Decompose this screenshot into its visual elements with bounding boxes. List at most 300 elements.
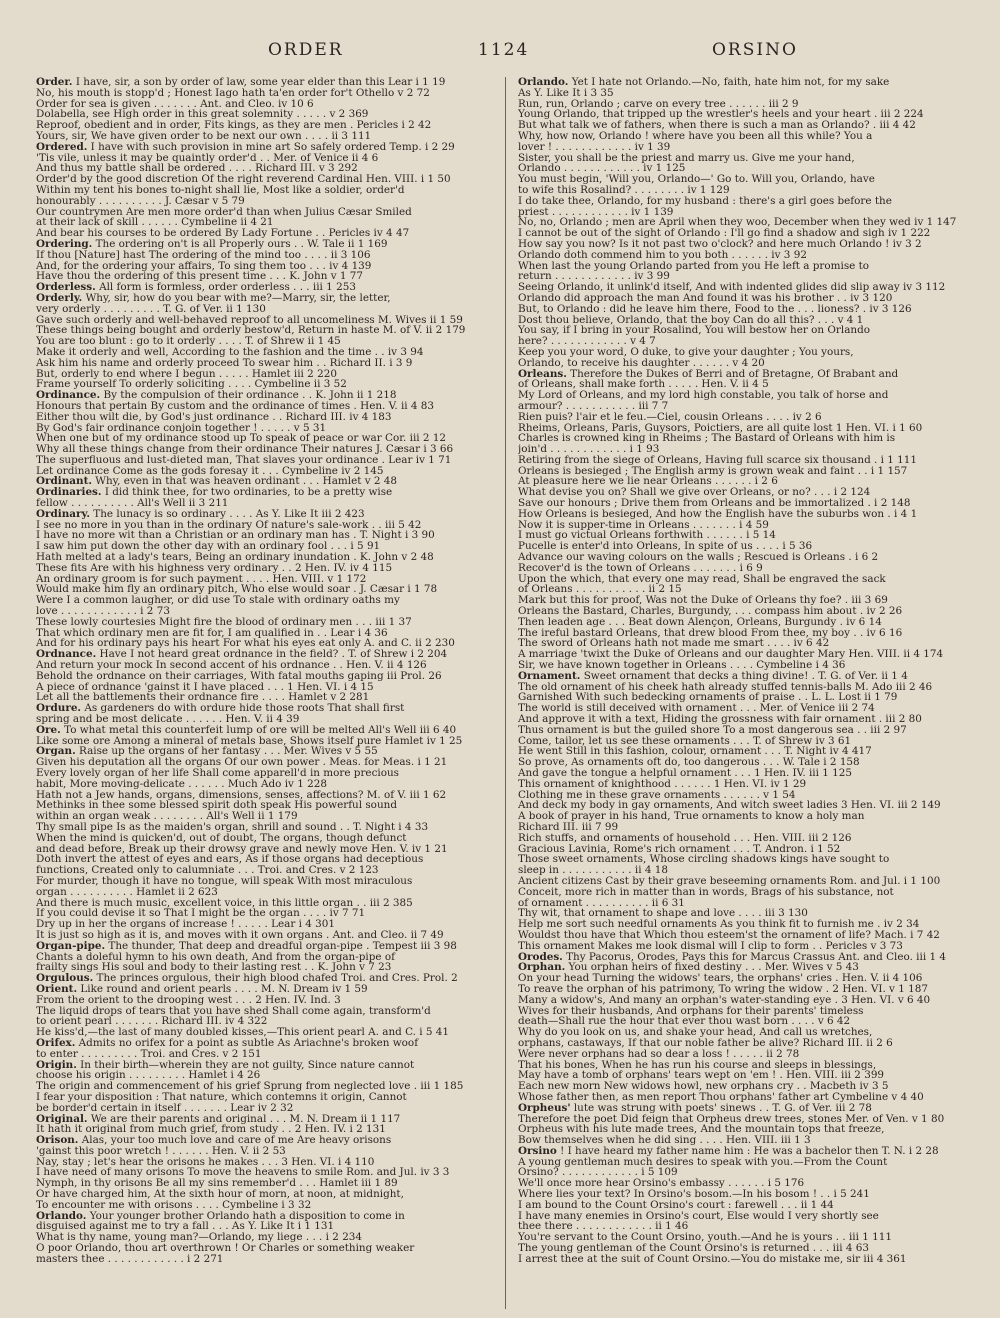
citation-text: How Orleans is besieged, And how the English have the suburbs won . i 4 1	[518, 508, 918, 520]
citation-text: And bear his courses to be ordered By Lady Fortune . . Pericles iv 4 47	[36, 228, 410, 239]
entry-line	[36, 498, 506, 509]
entry-line	[518, 293, 988, 304]
entry-line	[36, 844, 506, 855]
citation-text: Rien puis? l'air et le feu.—Ciel, cousin Orleans . . . . iv 2 6	[518, 411, 822, 423]
headword: Orlando.	[36, 1210, 87, 1222]
citation-text: By the compulsion of their ordinance . . K. John ii 1 218	[100, 390, 397, 401]
entry-line	[36, 185, 506, 196]
citation-text: Dry up in her the organs of increase ! . . . . . Lear i 4 301	[36, 919, 335, 930]
citation-text: Those sweet ornaments, Whose circling shadows kings have sought to	[518, 854, 890, 866]
citation-text: The ordering on't is all Properly ours . . W. Tale ii 1 169	[92, 238, 388, 250]
entry-line	[36, 790, 506, 801]
entry-headword-line	[36, 1038, 506, 1049]
entry-headword-line	[518, 1103, 988, 1114]
headword: Ordered.	[36, 141, 88, 153]
entry-line	[518, 1016, 988, 1027]
entry-line	[518, 1232, 988, 1243]
entry-line	[518, 811, 988, 822]
entry-headword-line	[36, 703, 506, 714]
entry-line	[518, 941, 988, 952]
citation-text: priest . . . . . . . . . . . . iv 1 139	[518, 206, 674, 218]
citation-text: Sweet ornament that decks a thing divine! . T. G. of Ver. ii 1 4	[580, 670, 908, 682]
citation-text: It hath it original from much grief, from study . . 2 Hen. IV. i 2 131	[36, 1124, 386, 1136]
column-divider	[505, 77, 506, 1309]
citation-text: And for his ordinary pays his heart For what his eyes eat only A. and C. ii 2 230	[36, 638, 455, 650]
citation-text: Orlando doth commend him to you both . . . . . . iv 3 92	[518, 249, 807, 261]
citation-text: At pleasure here we lie near Orleans . . . . . . i 2 6	[518, 476, 778, 488]
citation-text: The origin and commencement of his grief Sprung from neglected love . iii 1 185	[36, 1081, 464, 1092]
citation-text: honourably . . . . . . . . . . J. Cæsar v 5 79	[36, 195, 245, 207]
entry-line	[36, 401, 506, 412]
entry-line	[518, 552, 988, 563]
citation-text: The thunder, That deep and dreadful organ-pipe . Tempest iii 3 98	[105, 940, 457, 952]
citation-text: And, for the ordering your affairs, To sing them too . . . iv 4 139	[36, 260, 372, 272]
entry-line	[518, 239, 988, 250]
citation-text: frailty sings His soul and body to their lasting rest . . K. John v 7 23	[36, 962, 392, 974]
entry-line	[518, 1038, 988, 1049]
entry-line	[36, 898, 506, 909]
entry-line	[518, 800, 988, 811]
citation-text: Would make him fly an ordinary pitch, Who else would soar . J. Cæsar i 1 78	[36, 584, 438, 596]
citation-text: The liquid drops of tears that you have shed Shall come again, transform'd	[36, 1005, 431, 1017]
headword: Ordinary.	[36, 508, 90, 520]
citation-text: You orphan heirs of fixed destiny . . . Mer. Wives v 5 43	[565, 962, 859, 974]
left-column	[36, 77, 506, 1265]
entry-line	[518, 185, 988, 196]
entry-line	[36, 455, 506, 466]
entry-line	[518, 865, 988, 876]
entry-line	[36, 423, 506, 434]
entry-line	[36, 109, 506, 120]
entry-line	[518, 131, 988, 142]
entry-line	[36, 325, 506, 336]
entry-line	[518, 887, 988, 898]
citation-text: And thus my battle shall be ordered . . . . Richard III. v 3 292	[36, 163, 358, 175]
entry-line	[518, 487, 988, 498]
entry-line	[36, 682, 506, 693]
entry-line	[36, 995, 506, 1006]
citation-text: Where lies your text? In Orsino's bosom.—In his bosom ! . . i 5 241	[518, 1189, 870, 1200]
entry-line	[518, 638, 988, 649]
entry-line	[518, 714, 988, 725]
headword: Organ-pipe.	[36, 940, 106, 952]
headword: Ore.	[36, 724, 61, 736]
citation-text: We'll once more hear Orsino's embassy . . . . . . i 5 176	[518, 1178, 805, 1190]
citation-text: Ask him his name and orderly proceed To swear him . . Richard II. i 3 9	[36, 357, 413, 369]
entry-line	[518, 207, 988, 218]
entry-line	[518, 898, 988, 909]
citation-text: 'gainst this poor wretch ! . . . . . . Hen. V. ii 2 53	[36, 1145, 286, 1157]
entry-line	[36, 574, 506, 585]
entry-line	[518, 530, 988, 541]
citation-text: Therefore the Dukes of Berri and of Bretagne, Of Brabant and	[566, 368, 899, 380]
citation-text: Orleans the Bastard, Charles, Burgundy, . . . compass him about . iv 2 26	[518, 606, 903, 617]
citation-text: O poor Orlando, thou art overthrown ! Or Charles or something weaker	[36, 1243, 415, 1254]
citation-text: I do take thee, Orlando, for my husband : there's a girl goes before the	[518, 195, 892, 207]
entry-line	[518, 325, 988, 336]
entry-line	[518, 261, 988, 272]
entry-headword-line	[36, 476, 506, 487]
citation-text: I have, sir, a son by order of law, some year elder than this Lear i 1 19	[72, 77, 446, 88]
citation-text: That his bones, When he has run his course and sleeps in blessings,	[518, 1059, 877, 1071]
citation-text: very orderly . . . . . . . . . T. G. of Ver. ii 1 130	[36, 303, 266, 315]
entry-line	[518, 973, 988, 984]
citation-text: Many a widow's, And many an orphan's water-standing eye . 3 Hen. VI. v 6 40	[518, 994, 931, 1006]
citation-text: I see no more in you than in the ordinary Of nature's sale-work . . iii 5 42	[36, 519, 422, 531]
entry-line	[518, 757, 988, 768]
entry-line	[36, 433, 506, 444]
citation-text: For murder, though it have no tongue, will speak With most miraculous	[36, 875, 413, 887]
citation-text: This ornament Makes me look dismal will I clip to form . . Pericles v 3 73	[518, 940, 903, 952]
citation-text: You say, if I bring in your Rosalind, You will bestow her on Orlando	[518, 325, 871, 337]
entry-line	[518, 444, 988, 455]
citation-text: join'd . . . . . . . . . . . . i 1 93	[518, 444, 660, 455]
entry-line	[36, 1146, 506, 1157]
entry-line	[36, 952, 506, 963]
entry-line	[518, 1124, 988, 1135]
citation-text: to enter . . . . . . . . . Troi. and Cres. v 2 151	[36, 1048, 262, 1060]
citation-text: When the mind is quicken'd, out of doubt, The organs, though defunct	[36, 832, 407, 844]
citation-text: Order'd by the good discretion Of the right reverend Cardinal Hen. VIII. i 1 50	[36, 174, 451, 185]
citation-text: If thou [Nature] hast The ordering of the mind too . . . . ii 3 106	[36, 249, 371, 261]
entry-headword-line	[36, 77, 506, 88]
entry-line	[518, 304, 988, 315]
entry-line	[36, 520, 506, 531]
citation-text: From the orient to the drooping west . . . 2 Hen. IV. Ind. 3	[36, 994, 341, 1006]
entry-line	[518, 228, 988, 239]
entry-headword-line	[36, 239, 506, 250]
entry-line	[36, 271, 506, 282]
citation-text: functions, Created only to calumniate . . . Troi. and Cres. v 2 123	[36, 865, 379, 876]
citation-text: and dead before, Break up their drowsy grave and newly move Hen. V. iv 1 21	[36, 843, 448, 855]
entry-line	[36, 811, 506, 822]
entry-line	[36, 606, 506, 617]
citation-text: The world is still deceived with ornament . . . Mer. of Venice iii 2 74	[518, 703, 875, 715]
citation-text: My Lord of Orleans, and my lord high constable, you talk of horse and	[518, 390, 889, 401]
headword: Orison.	[36, 1135, 79, 1146]
citation-text: By God's fair ordinance conjoin together ! . . . . . v 5 31	[36, 422, 327, 434]
entry-line	[36, 768, 506, 779]
citation-text: Clothing me in these grave ornaments . . . . . . v 1 54	[518, 789, 796, 801]
citation-text: In their birth—wherein they are not guilty, Since nature cannot	[76, 1059, 415, 1071]
entry-headword-line	[518, 671, 988, 682]
citation-text: Methinks in thee some blessed spirit doth speak His powerful sound	[36, 800, 397, 812]
entry-line	[518, 822, 988, 833]
entry-line	[36, 1167, 506, 1178]
citation-text: I have need of many orisons To move the heavens to smile Rom. and Jul. iv 3 3	[36, 1167, 450, 1179]
entry-line	[36, 617, 506, 628]
entry-line	[36, 1049, 506, 1060]
citation-text: Were never orphans had so dear a loss ! . . . . . ii 2 78	[518, 1048, 800, 1060]
citation-text: Bow themselves when he did sing . . . . Hen. VIII. iii 1 3	[518, 1135, 811, 1146]
citation-text: Rich stuffs, and ornaments of household . . . Hen. VIII. iii 2 126	[518, 832, 852, 844]
citation-text: I am bound to the Count Orsino's court : farewell . . . ii 1 44	[518, 1199, 834, 1211]
citation-text: Behold the ordnance on their carriages, With fatal mouths gaping iii Prol. 26	[36, 670, 442, 682]
entry-line	[518, 1060, 988, 1071]
entry-headword-line	[518, 369, 988, 380]
citation-text: Raise up the organs of her fantasy . . . Mer. Wives v 5 55	[75, 746, 378, 758]
entry-line	[518, 196, 988, 207]
entry-line	[518, 412, 988, 423]
citation-text: The lunacy is so ordinary . . . . As Y. Like It iii 2 423	[89, 508, 365, 520]
entry-line	[518, 1092, 988, 1103]
citation-text: Advance our waving colours on the walls ; Rescued is Orleans . i 6 2	[518, 552, 879, 563]
headword: Origin.	[36, 1059, 77, 1071]
citation-text: Come, tailor, let us see these ornaments . . . T. of Shrew iv 3 61	[518, 735, 852, 747]
entry-line	[36, 261, 506, 272]
headword: Orpheus'	[518, 1102, 571, 1114]
citation-text: Mark but this for proof, Was not the Duke of Orleans thy foe? . iii 3 69	[518, 595, 888, 607]
entry-headword-line	[518, 962, 988, 973]
entry-line	[36, 541, 506, 552]
entry-line	[36, 854, 506, 865]
citation-text: The superfluous and lust-dieted man, That slaves your ordinance . Lear iv 1 71	[36, 454, 452, 466]
citation-text: Admits no orifex for a point as subtle As Ariachne's broken woof	[75, 1037, 419, 1049]
citation-text: Run, run, Orlando ; carve on every tree . . . . . . iii 2 9	[518, 98, 799, 110]
headword: Orlando.	[518, 77, 569, 88]
entry-line	[518, 1189, 988, 1200]
entry-line	[518, 692, 988, 703]
citation-text: Sir, we have known together in Orleans . . . . Cymbeline i 4 36	[518, 660, 846, 671]
citation-text: The young gentleman of the Count Orsino's is returned . . . iii 4 63	[518, 1243, 870, 1254]
entry-headword-line	[36, 142, 506, 153]
entry-line	[518, 315, 988, 326]
citation-text: To encounter me with orisons . . . . Cymbeline i 3 32	[36, 1199, 312, 1211]
citation-text: On your head Turning the widows' tears, the orphans' cries . Hen. V. ii 4 106	[518, 973, 923, 984]
entry-line	[36, 153, 506, 164]
citation-text: here? . . . . . . . . . . . . v 4 7	[518, 336, 656, 347]
headword: Orsino	[518, 1145, 557, 1157]
citation-text: lover ! . . . . . . . . . . . . iv 1 39	[518, 141, 671, 153]
citation-text: A piece of ordnance 'gainst it I have placed . . . 1 Hen. VI. i 4 15	[36, 681, 374, 693]
citation-text: Your younger brother Orlando hath a disposition to come in	[86, 1210, 405, 1222]
entry-line	[36, 757, 506, 768]
citation-text: What devise you on? Shall we give over Orleans, or no? . . . i 2 124	[518, 487, 871, 499]
entry-line	[36, 779, 506, 790]
entry-line	[36, 660, 506, 671]
entry-line	[36, 412, 506, 423]
entry-line	[36, 315, 506, 326]
citation-text: lute was strung with poets' sinews . . T. G. of Ver. iii 2 78	[570, 1102, 872, 1114]
citation-text: Upon the which, that every one may read, Shall be engraved the sack	[518, 573, 886, 585]
entry-headword-line	[36, 649, 506, 660]
entry-line	[36, 1178, 506, 1189]
citation-text: And deck my body in gay ornaments, And witch sweet ladies 3 Hen. VI. iii 2 149	[518, 800, 941, 812]
entry-line	[36, 1124, 506, 1135]
citation-text: habit, More moving-delicate . . . . . . Much Ado iv 1 228	[36, 778, 327, 790]
citation-text: As Y. Like It i 3 35	[518, 87, 614, 99]
entry-line	[518, 1221, 988, 1232]
entry-headword-line	[518, 952, 988, 963]
citation-text: Have I not heard great ordnance in the field? . T. of Shrew i 2 204	[96, 649, 448, 661]
entry-headword-line	[36, 1211, 506, 1222]
entry-line	[36, 163, 506, 174]
entry-line	[518, 930, 988, 941]
citation-text: You must begin, 'Will you, Orlando—' Go to. Will you, Orlando, have	[518, 174, 875, 185]
citation-text: The sword of Orleans hath not made me smart . . . . iv 6 42	[518, 638, 830, 650]
citation-text: Each new morn New widows howl, new orphans cry . . Macbeth iv 3 5	[518, 1081, 889, 1092]
entry-line	[36, 217, 506, 228]
page-number: 1124	[478, 40, 530, 60]
entry-line	[36, 1006, 506, 1017]
entry-line	[518, 984, 988, 995]
entry-line	[36, 628, 506, 639]
citation-text: May have a tomb of orphans' tears wept on 'em ! . Hen. VIII. iii 2 399	[518, 1070, 885, 1082]
entry-line	[36, 714, 506, 725]
entry-line	[518, 1114, 988, 1125]
citation-text: All form is formless, order orderless . . . iii 1 253	[95, 282, 356, 293]
citation-text: I did think thee, for two ordinaries, to be a pretty wise	[101, 487, 393, 499]
entry-line	[36, 865, 506, 876]
citation-text: You are too blunt : go to it orderly . . . . T. of Shrew ii 1 45	[36, 336, 341, 347]
entry-line	[518, 217, 988, 228]
citation-text: Conceit, more rich in matter than in words, Brags of his substance, not	[518, 886, 894, 898]
entry-line	[36, 530, 506, 541]
running-head-left: ORDER	[268, 40, 344, 60]
entry-line	[518, 250, 988, 261]
citation-text: Recover'd is the town of Orleans . . . . . . . i 6 9	[518, 562, 763, 574]
citation-text: armour? . . . . . . . . . . . iii 7 7	[518, 400, 669, 412]
citation-text: Or have charged him, At the sixth hour of morn, at noon, at midnight,	[36, 1189, 404, 1200]
citation-text: Hath melted at a lady's tears, Being an ordinary inundation . K. John v 2 48	[36, 552, 434, 563]
entry-headword-line	[518, 77, 988, 88]
citation-text: I saw him put down the other day with an ordinary fool . . . i 5 91	[36, 541, 381, 553]
citation-text: Orsino? . . . . . . . . . . . . i 5 109	[518, 1167, 678, 1179]
entry-line	[518, 1178, 988, 1189]
entry-line	[36, 736, 506, 747]
citation-text: Help me sort such needful ornaments As you think fit to furnish me . iv 2 34	[518, 919, 920, 930]
entry-line	[518, 854, 988, 865]
right-column	[518, 77, 988, 1265]
citation-text: sleep in . . . . . . . . . . . ii 4 18	[518, 865, 668, 876]
entry-line	[36, 1092, 506, 1103]
entry-line	[518, 109, 988, 120]
entry-line	[36, 552, 506, 563]
citation-text: Thus ornament is but the guiled shore To a most dangerous sea . . iii 2 97	[518, 724, 907, 736]
entry-line	[36, 120, 506, 131]
citation-text: But, to Orlando : did he leave him there, Food to the . . . lioness? . iv 3 126	[518, 303, 912, 315]
citation-text: Gracious Lavinia, Rome's rich ornament . . . T. Andron. i 1 52	[518, 843, 841, 855]
citation-text: of ornament . . . . . . . . . . ii 6 31	[518, 897, 685, 909]
citation-text: Within my tent his bones to-night shall lie, Most like a soldier, order'd	[36, 184, 405, 196]
entry-line	[518, 498, 988, 509]
citation-text: Rheims, Orleans, Paris, Guysors, Poictiers, are all quite lost 1 Hen. VI. i 1 60	[518, 422, 923, 434]
entry-headword-line	[518, 1146, 988, 1157]
entry-line	[36, 1103, 506, 1114]
entry-line	[36, 692, 506, 703]
citation-text: be border'd certain in itself . . . . . . . Lear iv 2 32	[36, 1102, 294, 1114]
citation-text: And gave the tongue a helpful ornament . . . 1 Hen. IV. iii 1 125	[518, 768, 852, 779]
entry-headword-line	[36, 1114, 506, 1125]
entry-line	[36, 1200, 506, 1211]
entry-line	[518, 390, 988, 401]
citation-text: Yours, sir, We have given order to be next our own . . . . ii 3 111	[36, 130, 372, 142]
citation-text: It is just so high as it is, and moves with it own organs . Ant. and Cleo. ii 7 49	[36, 929, 444, 941]
entry-headword-line	[36, 984, 506, 995]
citation-text: You're servant to the Count Orsino, youth.—And he is yours . . iii 1 111	[518, 1232, 892, 1244]
headword: Orgulous.	[36, 973, 94, 984]
citation-text: death—Shall rue the hour that ever thou wast born . . . . v 6 42	[518, 1016, 851, 1028]
entry-line	[518, 682, 988, 693]
citation-text: These fits Are with his highness very ordinary . . 2 Hen. IV. iv 4 115	[36, 562, 393, 574]
entry-line	[36, 174, 506, 185]
citation-text: If you could devise it so That I might be the organ . . . . iv 7 71	[36, 908, 366, 920]
citation-text: As gardeners do with ordure hide those roots That shall first	[81, 703, 405, 715]
entry-line	[518, 88, 988, 99]
citation-text: This ornament of knighthood . . . . . . 1 Hen. VI. iv 1 29	[518, 778, 807, 790]
citation-text: Richard III. iii 7 99	[518, 821, 619, 833]
entry-line	[518, 174, 988, 185]
entry-headword-line	[36, 487, 506, 498]
entry-line	[518, 595, 988, 606]
citation-text: I fear your disposition : That nature, which contemns it origin, Cannot	[36, 1091, 407, 1103]
citation-text: When one but of my ordinance stood up To speak of peace or war Cor. iii 2 12	[36, 433, 447, 445]
entry-line	[36, 207, 506, 218]
entry-headword-line	[36, 390, 506, 401]
citation-text: That which ordinary men are fit for, I am qualified in . . Lear i 4 36	[36, 627, 388, 639]
entry-line	[518, 768, 988, 779]
entry-headword-line	[36, 1060, 506, 1071]
entry-line	[518, 379, 988, 390]
citation-text: Whose father then, as men report Thou orphans' father art Cymbeline v 4 40	[518, 1091, 924, 1103]
citation-text: Nay, stay ; let's hear the orisons he makes . . . 3 Hen. VI. i 4 110	[36, 1156, 375, 1168]
headword: Orient.	[36, 983, 78, 995]
citation-text: Reproof, obedient and in order, Fits kings, as they are men . Pericles i 2 42	[36, 120, 432, 131]
entry-headword-line	[36, 282, 506, 293]
citation-text: But what talk we of fathers, when there is such a man as Orlando? . iii 4 42	[518, 120, 916, 131]
citation-text: orphans, castaways, If that our noble father be alive? Richard III. ii 2 6	[518, 1037, 893, 1049]
citation-text: To what metal this counterfeit lump of ore will be melted All's Well iii 6 40	[60, 724, 457, 736]
entry-line	[518, 541, 988, 552]
entry-headword-line	[36, 973, 506, 984]
citation-text: Yet I hate not Orlando.—No, faith, hate him not, for my sake	[568, 77, 890, 88]
entry-line	[36, 228, 506, 239]
citation-text: disguised against me to try a fall . . . As Y. Like It i 1 131	[36, 1221, 335, 1233]
entry-line	[518, 336, 988, 347]
headword: Ornament.	[518, 670, 581, 682]
entry-line	[518, 1243, 988, 1254]
citation-text: Orpheus with his lute made trees, And the mountain tops that freeze,	[518, 1124, 885, 1136]
entry-line	[518, 401, 988, 412]
citation-text: Now it is supper-time in Orleans . . . . . . . i 4 59	[518, 519, 769, 531]
entry-headword-line	[36, 725, 506, 736]
citation-text: to wife this Rosalind? . . . . . . . . iv 1 129	[518, 184, 730, 196]
entry-line	[36, 671, 506, 682]
citation-text: Chants a doleful hymn to his own death, And from the organ-pipe of	[36, 951, 395, 963]
citation-text: The ireful bastard Orleans, that drew blood From thee, my boy . . iv 6 16	[518, 627, 903, 639]
citation-text: A young gentleman much desires to speak with you.—From the Count	[518, 1156, 888, 1168]
citation-text: ! I have heard my father name him : He was a bachelor then T. N. i 2 28	[556, 1145, 939, 1157]
citation-text: Why, how now, Orlando ! where have you been all this while? You a	[518, 130, 873, 142]
citation-text: Have thou the ordering of this present time . . . K. John v 1 77	[36, 271, 364, 283]
citation-text: I have many enemies in Orsino's court, Else would I very shortly see	[518, 1210, 879, 1222]
entry-headword-line	[36, 1135, 506, 1146]
citation-text: A book of prayer in his hand, True ornaments to know a holy man	[518, 811, 865, 822]
entry-line	[518, 509, 988, 520]
citation-text: How say you now? Is it not past two o'clock? and here much Orlando ! iv 3 2	[518, 238, 922, 250]
entry-line	[36, 1221, 506, 1232]
citation-text: Either thou wilt die, by God's just ordinance . . Richard III. iv 4 183	[36, 411, 392, 423]
entry-line	[518, 790, 988, 801]
citation-text: Thy Pacorus, Orodes, Pays this for Marcus Crassus Ant. and Cleo. iii 1 4	[562, 951, 946, 963]
headword: Ordinaries.	[36, 487, 102, 499]
entry-line	[518, 1070, 988, 1081]
citation-text: Pucelle is enter'd into Orleans, In spite of us . . . . i 5 36	[518, 541, 813, 553]
citation-text: Dost thou believe, Orlando, that the boy Can do all this? . . . v 4 1	[518, 314, 864, 326]
citation-text: Wouldst thou have that Which thou esteem'st the ornament of life? Mach. i 7 42	[518, 929, 940, 941]
entry-line	[36, 919, 506, 930]
headword: Orodes.	[518, 951, 563, 963]
